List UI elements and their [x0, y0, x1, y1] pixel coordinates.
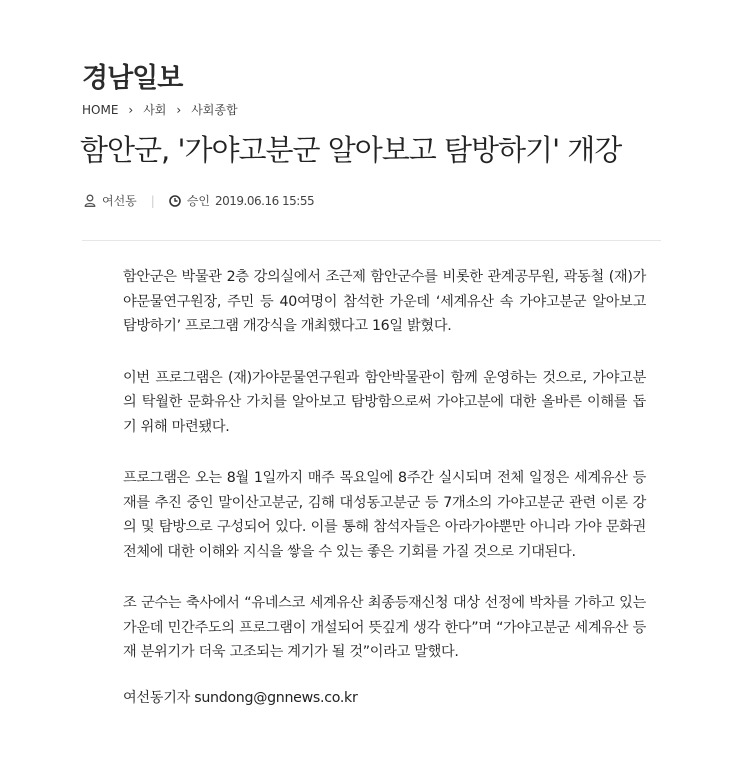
- breadcrumb-section[interactable]: 사회: [143, 103, 167, 117]
- breadcrumb-separator-icon: ›: [128, 102, 134, 117]
- header-divider: [82, 240, 661, 241]
- article-date: 2019.06.16 15:55: [215, 193, 315, 208]
- article-paragraph: 이번 프로그램은 (재)가야문물연구원과 함안박물관이 함께 운영하는 것으로, 가야고분의 탁월한 문화유산 가치를 알아보고 탐방함으로써 가야고분에 대한 올바른 이해를 돕기 위해 마련됐다.: [123, 369, 646, 435]
- article-byline: 여선동기자 sundong@gnnews.co.kr: [123, 689, 358, 706]
- article-paragraph: 조 군수는 축사에서 “유네스코 세계유산 최종등재신청 대상 선정에 박차를 가하고 있는 가운데 민간주도의 프로그램이 개설되어 뜻깊게 생각 한다”며 “가야고분군 세계유산 등재 분위기가 더욱 고조되는 계기가 될 것”이라고 말했다.: [123, 595, 646, 660]
- user-icon: [84, 194, 96, 207]
- article-author: 여선동: [102, 194, 137, 208]
- article-title: 함안군, '가야고분군 알아보고 탐방하기' 개강: [80, 133, 622, 167]
- breadcrumb-subsection[interactable]: 사회종합: [191, 103, 238, 117]
- article-paragraph: 함안군은 박물관 2층 강의실에서 조근제 함안군수를 비롯한 관계공무원, 곽동철 (재)가야문물연구원장, 주민 등 40여명이 참석한 가운데 ‘세계유산 속 가야고분군 알아보고 탐방하기’ 프로그램 개강식을 개최했다고 16일 밝혔다.: [123, 269, 646, 334]
- clock-icon: [169, 195, 181, 207]
- approved-label: 승인: [186, 194, 211, 208]
- article-body: [123, 265, 646, 737]
- site-logo[interactable]: 경남일보: [82, 63, 183, 94]
- breadcrumb-separator-icon: ›: [176, 102, 182, 117]
- breadcrumb-home[interactable]: HOME: [82, 102, 119, 117]
- article-meta: [84, 192, 314, 209]
- breadcrumb: [82, 101, 238, 118]
- article-paragraph: 프로그램은 오는 8월 1일까지 매주 목요일에 8주간 실시되며 전체 일정은 세계유산 등재를 추진 중인 말이산고분군, 김해 대성동고분군 등 7개소의 가야고분군 관련 이론 강의 및 탐방으로 구성되어 있다. 이를 통해 참석자들은 아라가야뿐만 아니라 가야 문화권 전체에 대한 이해와 지식을 쌓을 수 있는 좋은 기회를 가질 것으로 기대된다.: [123, 470, 646, 560]
- meta-divider: |: [150, 193, 155, 208]
